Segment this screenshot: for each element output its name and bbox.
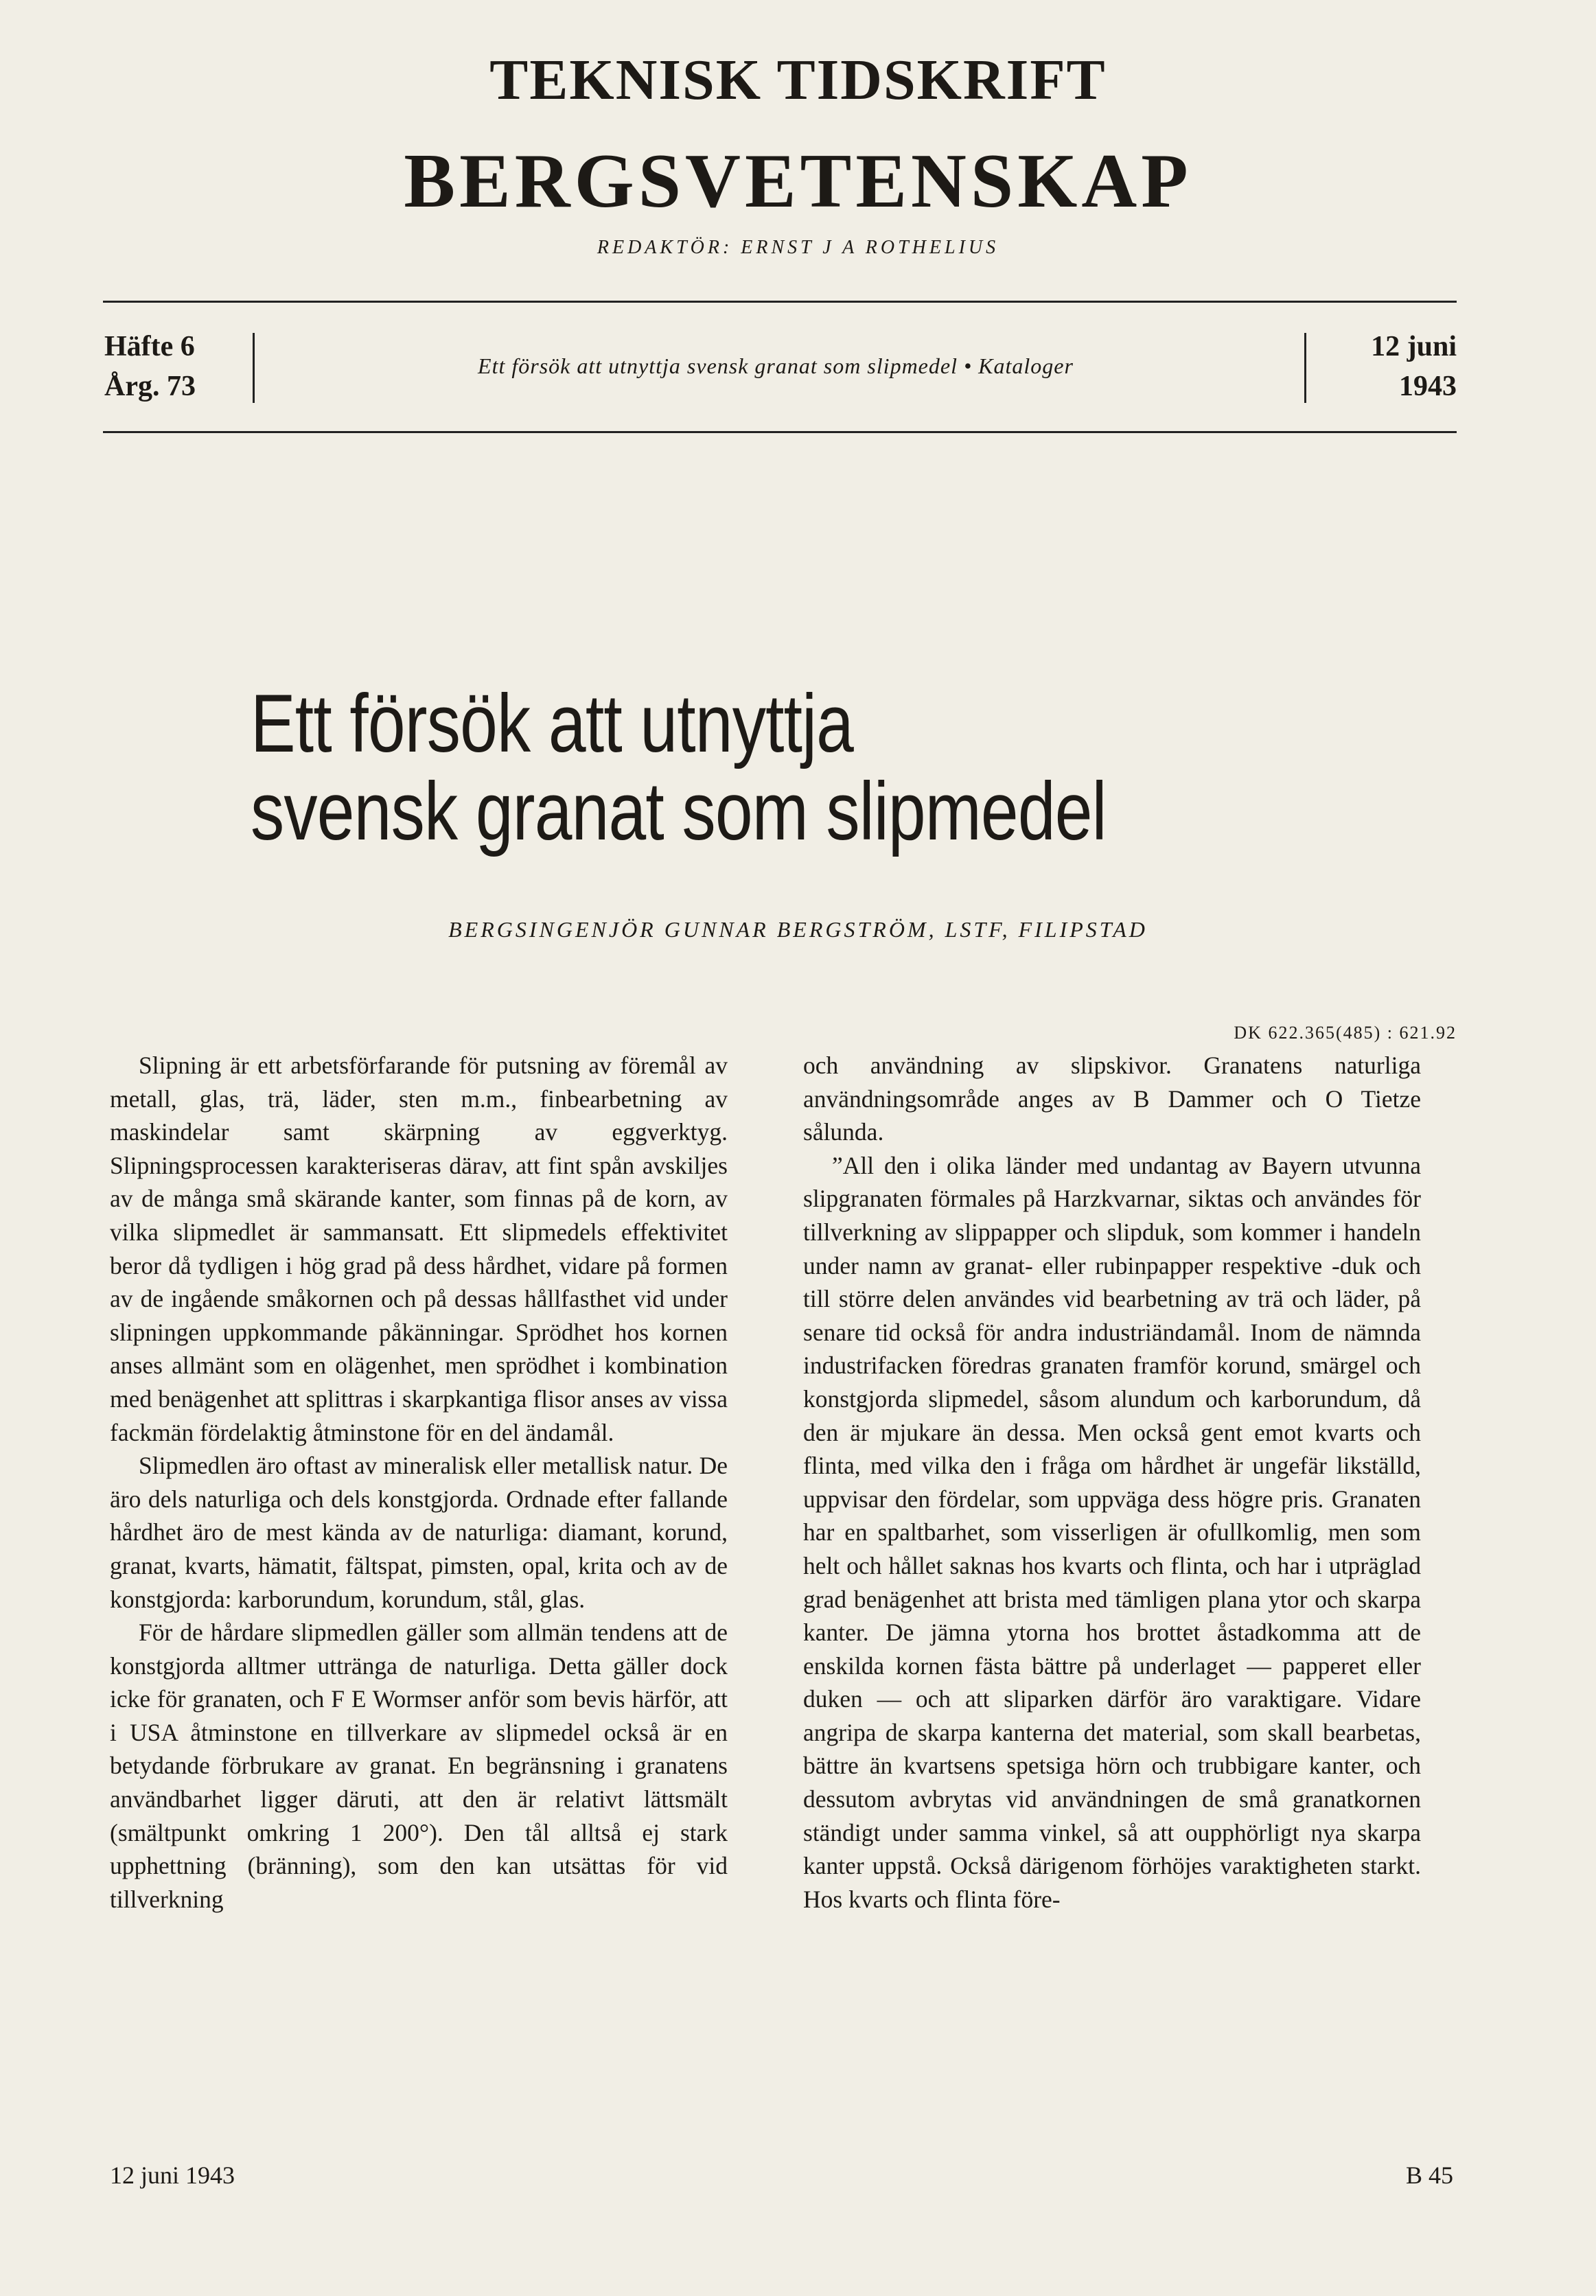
paragraph: För de hårdare slipmedlen gäller som allmän tendens att de konstgjorda alltmer uttränga de naturliga. Detta gäller dock icke för granaten, och F E Wormser anför som bevis härför, att i USA åtminstone en tillverkare av slipmedel också är en betydande förbrukare av granat. En begränsning i granatens användbarhet ligger däruti, att den är relativt lättsmält (smältpunkt omkring 1 200°). Den tål alltså ej stark upphettning (bränning), som den kan utsättas för vid tillverkning (110, 1619, 728, 1913)
issue-date-block (1308, 327, 1457, 406)
header-divider-right (1304, 333, 1306, 403)
right-column (803, 1049, 1421, 1916)
issue-date: 12 juni (1371, 331, 1457, 362)
article-title-line1: Ett försök att utnyttja (251, 677, 854, 769)
header-rule-bottom (103, 431, 1457, 433)
editor-line: REDAKTÖR: ERNST J A ROTHELIUS (597, 237, 999, 258)
left-column (110, 1049, 728, 1916)
paragraph: och användning av slipskivor. Granatens naturliga användningsområde anges av B Dammer och O Tietze sålunda. (803, 1052, 1421, 1146)
paragraph: Slipmedlen äro oftast av mineralisk eller metallisk natur. De äro dels naturliga och dels konstgjorda. Ordnade efter fallande hårdhet äro de mest kända av de naturliga: diamant, korund, granat, kvarts, hämatit, fältspat, pimsten, opal, krita och av de konstgjorda: karborundum, korundum, stål, glas. (110, 1452, 728, 1613)
dk-classification: DK 622.365(485) : 621.92 (1234, 1023, 1457, 1043)
paragraph: Slipning är ett arbetsförfarande för putsning av föremål av metall, glas, trä, läder, sten m.m., finbearbetning av maskindelar samt skärpning av eggverktyg. Slipningsprocessen karakteriseras därav, att fint spån avskiljes av de många små skärande kanter, som finnas på de korn, av vilka slipmedlet är sammansatt. Ett slipmedels effektivitet beror då tydligen i hög grad på dess hårdhet, vidare på formen av de ingående småkornen och på dessas hållfasthet vid under slipningen uppkommande påkänningar. Sprödhet hos kornen anses allmänt som en olägenhet, men sprödhet i kombination med benägenhet att splittras i skarpkantiga flisor anses av vissa fackmän fördelaktig åtminstone för en del ändamål. (110, 1052, 728, 1446)
issue-number: Häfte 6 (104, 331, 195, 362)
section-title: BERGSVETENSKAP (404, 139, 1192, 224)
issue-volume: Årg. 73 (104, 371, 196, 402)
page-number: B 45 (1405, 2161, 1453, 2189)
article-title (251, 677, 1107, 857)
issue-number-block (104, 327, 196, 406)
journal-title: TEKNISK TIDSKRIFT (489, 48, 1107, 112)
footer-date: 12 juni 1943 (110, 2161, 235, 2189)
header-rule-top (103, 301, 1457, 303)
article-author: BERGSINGENJÖR GUNNAR BERGSTRÖM, LSTF, FILIPSTAD (448, 917, 1148, 942)
issue-contents: Ett försök att utnyttja svensk granat som slipmedel • Kataloger (478, 353, 1074, 378)
paragraph: ”All den i olika länder med undantag av Bayern utvunna slipgranaten förmales på Harzkvarnar, siktas och användes för tillverkning av slippapper och slipduk, som kommer i handeln under namn av granat- eller rubinpapper respektive -duk och till större delen användes vid bearbetning av trä och läder, på senare tid också för andra industriändamål. Inom de nämnda industrifacken föredras granaten framför korund, smärgel och konstgjorda slipmedel, såsom alundum och karborundum, då den är mjukare än dessa. Men också gent emot kvarts och flinta, med vilka den i fråga om hårdhet är ungefär likställd, uppvisar den fördelar, som uppväga dess högre pris. Granaten har en spaltbarhet, som visserligen är ofullkomlig, men som helt och hållet saknas hos kvarts och flinta, och har i utpräglad grad benägenhet att brista med tämligen plana ytor och skarpa kanter. De jämna ytorna hos brottet åstadkomma att de enskilda kornen fästa bättre på underlaget — papperet eller duken — och att sliparken därför äro varaktigare. Vidare angripa de skarpa kanterna det material, som skall bearbetas, bättre än kvartsens spetsiga hörn och trubbigare kanter, och dessutom avbrytas vid användningen de små granatkornen ständigt under samma vinkel, så att oupphörligt nya skarpa kanter uppstå. Också därigenom förhöjes varaktigheten starkt. Hos kvarts och flinta före- (803, 1151, 1421, 1913)
issue-year: 1943 (1399, 371, 1457, 402)
article-title-line2: svensk granat som slipmedel (251, 765, 1107, 857)
